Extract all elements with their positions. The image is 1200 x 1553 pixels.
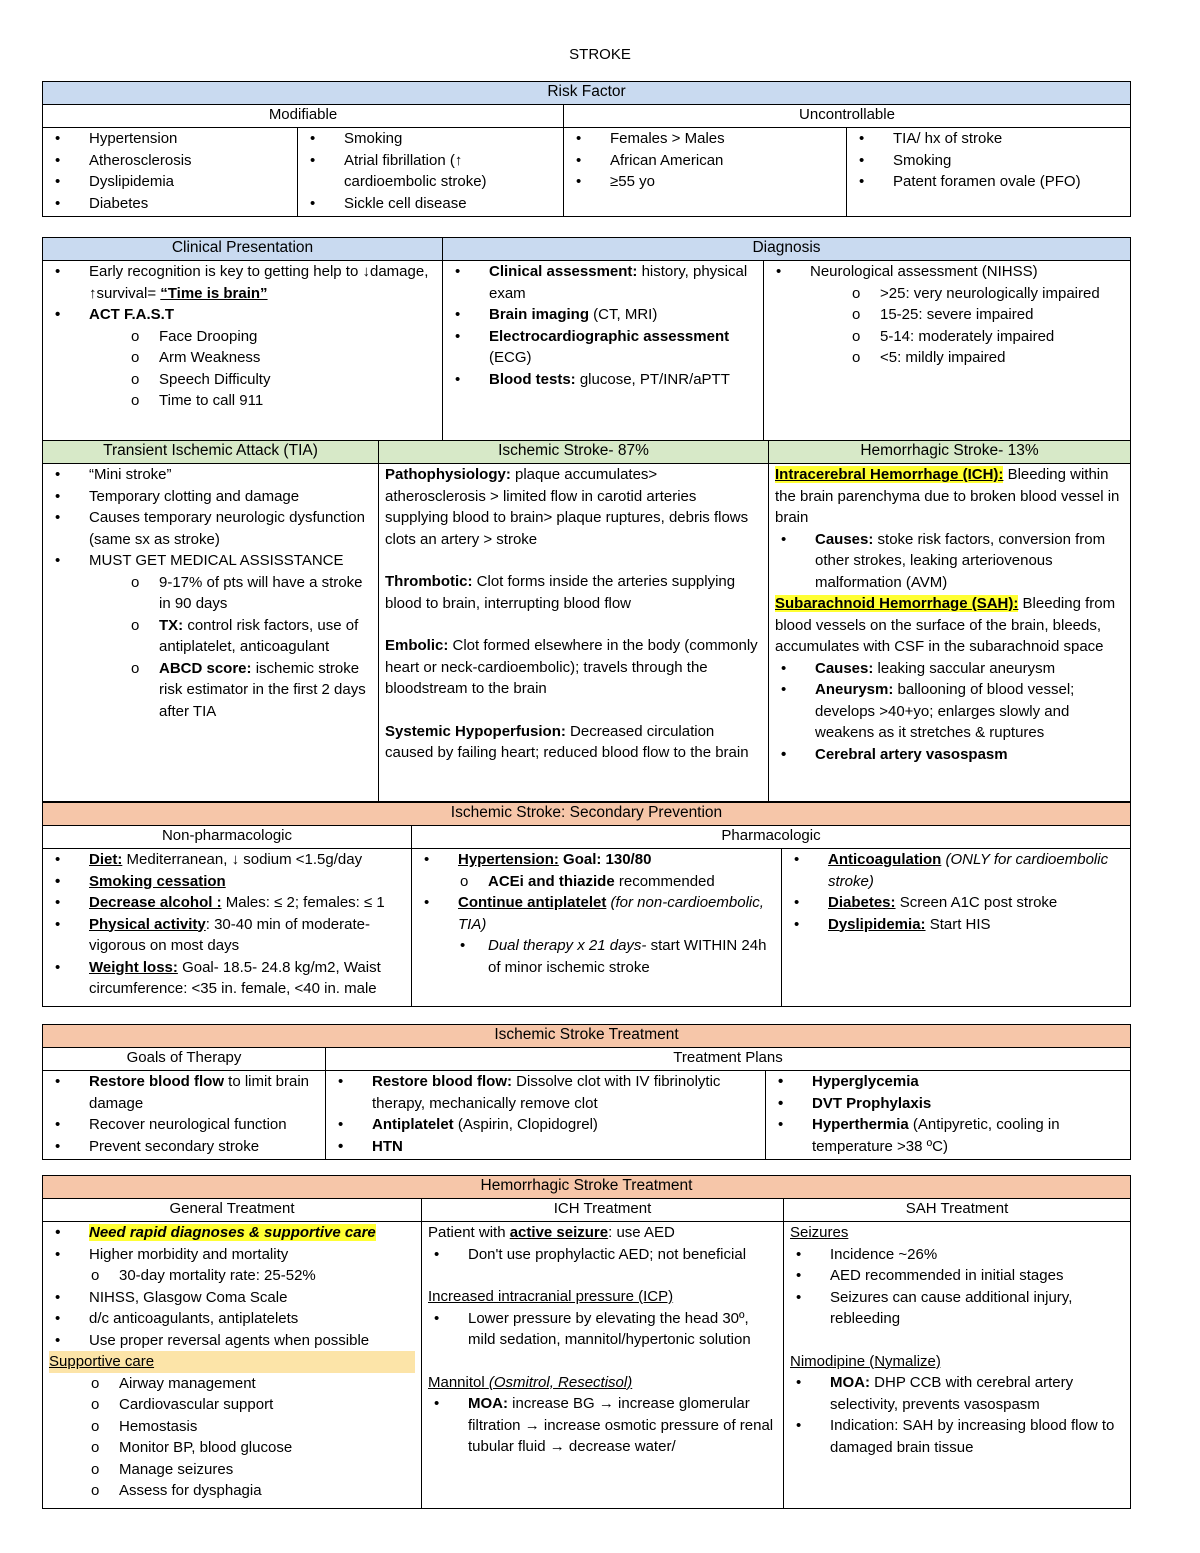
item-label: Brain imaging [489, 306, 590, 323]
list-item: o Hemostasis [49, 1416, 415, 1438]
ich-heading: Intracerebral Hemorrhage (ICH): [775, 466, 1004, 483]
item-label: Physical activity [89, 915, 206, 933]
general-list [49, 1222, 415, 1351]
list-item: • AED recommended in initial stages [790, 1265, 1124, 1287]
clinical-presentation-header: Clinical Presentation [43, 238, 443, 261]
plans-list-1 [332, 1071, 759, 1157]
list-item: • Hyperglycemia [772, 1071, 1124, 1093]
item-text: start WITHIN 24h of minor ischemic stroke [488, 937, 767, 976]
item-text: Clot formed elsewhere in the body (commonly heart or neck-cardioembolic); travels through the bloodstream to the brain [385, 637, 758, 697]
nihss-item: • Neurological assessment (NIHSS) [770, 261, 1124, 283]
list-item [49, 914, 405, 957]
nimodipine-heading: Nimodipine (Nymalize) [790, 1352, 941, 1370]
item-label: ABCD score: [159, 659, 252, 677]
item-text: Dissolve clot with IV fibrinolytic therapy, mechanically remove clot [372, 1073, 721, 1112]
active-seizure-para [428, 1222, 777, 1244]
list-item: • Smoking [304, 128, 557, 150]
seizures-heading: Seizures [790, 1224, 849, 1241]
item-text: (Osmitrol, Resectisol) [488, 1373, 633, 1391]
secondary-prevention-header: Ischemic Stroke: Secondary Prevention [43, 803, 1131, 826]
list-item [418, 849, 775, 871]
item-label: active seizure [509, 1224, 609, 1241]
item-label: Weight loss: [89, 958, 178, 976]
pharm-list-1 [418, 849, 775, 978]
pathophysiology-para [385, 464, 762, 550]
list-item: o 30-day mortality rate: 25-52% [49, 1265, 415, 1287]
item-text: glucose, PT/INR/aPTT [575, 370, 730, 388]
item-label: Dyslipidemia: [828, 915, 926, 933]
tia-list [49, 464, 372, 722]
item-text: control risk factors, use of antiplatelet, anticoagulant [159, 616, 359, 655]
item-label: Diabetes: [828, 894, 896, 911]
item-label: Anticoagulation [828, 851, 942, 868]
list-item: • Use proper reversal agents when possible [49, 1330, 415, 1352]
item-label: Restore blood flow [89, 1073, 224, 1090]
list-item: • Indication: SAH by increasing blood flow to damaged brain tissue [790, 1415, 1124, 1458]
embolic-para [385, 635, 762, 700]
clinical-list [49, 261, 436, 412]
list-item [49, 615, 372, 658]
list-item [788, 914, 1124, 936]
tia-header: Transient Ischemic Attack (TIA) [43, 441, 379, 464]
list-item [788, 892, 1124, 914]
hemorrhagic-header: Hemorrhagic Stroke- 13% [769, 441, 1131, 464]
item-label: Clinical assessment: [489, 263, 638, 280]
hemorrhagic-treatment-table [42, 1175, 1131, 1509]
list-item [332, 1114, 759, 1136]
item-label: TX: [159, 616, 184, 634]
ischemic-treatment-header: Ischemic Stroke Treatment [43, 1025, 1131, 1048]
item-text: leaking saccular aneurysm [873, 659, 1056, 677]
list-item: • Cerebral artery vasospasm [775, 744, 1124, 766]
item-text: (Antipyretic, cooling in temperature >38 ºC) [812, 1116, 1060, 1155]
item-text: (ONLY for cardioembolic stroke) [828, 851, 1109, 890]
item-text: Screen A1C post stroke [895, 894, 1058, 911]
list-item [790, 1372, 1124, 1415]
item-text: ballooning of blood vessel; develops >40+yo; enlarges slowly and weakens as it stretches & ruptures [815, 681, 1075, 741]
item-label: MOA: [830, 1374, 870, 1391]
list-item [332, 1071, 759, 1114]
item-label: Hypertension: [458, 851, 559, 868]
list-item: o Assess for dysphagia [49, 1480, 415, 1502]
ich-para [775, 464, 1124, 529]
item-text: Males: ≤ 2; females: ≤ 1 [221, 894, 385, 911]
list-item: o Face Drooping [49, 326, 436, 348]
sah-para [775, 593, 1124, 658]
item-label: Aneurysm: [815, 681, 894, 698]
item-text: Patient with [428, 1224, 510, 1241]
item-label: Electrocardiographic assessment [489, 327, 730, 345]
item-text: to limit brain damage [89, 1073, 310, 1112]
item-text: (for non-cardioembolic, TIA) [458, 894, 764, 933]
item-label: Causes: [815, 530, 874, 548]
item-text: (CT, MRI) [589, 306, 658, 323]
item-text: (Aspirin, Clopidogrel) [453, 1116, 598, 1133]
time-is-brain-text: “Time is brain” [160, 284, 268, 302]
uncontrollable-list-1 [570, 128, 840, 193]
list-item: o Airway management [49, 1373, 415, 1395]
list-item: • Causes temporary neurologic dysfunction (same sx as stroke) [49, 507, 372, 550]
goals-header: Goals of Therapy [43, 1048, 326, 1071]
list-item: o Cardiovascular support [49, 1394, 415, 1416]
item-label: Restore blood flow: [372, 1073, 512, 1090]
item-text: plaque accumulates> atherosclerosis > limited flow in carotid arteries supplying blood to brain> plaque ruptures, debris flows clots an artery > stroke [385, 466, 749, 548]
item-text: Bleeding from blood vessels on the surface of the brain, bleeds, accumulates with CSF in the subarachnoid space [775, 595, 1116, 655]
list-item: • DVT Prophylaxis [772, 1093, 1124, 1115]
item-label: Blood tests: [489, 370, 576, 388]
list-item [49, 658, 372, 723]
list-item: o Arm Weakness [49, 347, 436, 369]
item-text: Goal: 130/80 [558, 851, 652, 868]
modifiable-header: Modifiable [43, 105, 564, 128]
list-item [788, 849, 1124, 892]
list-item: • Don't use prophylactic AED; not beneficial [428, 1244, 777, 1266]
item-text: : use AED [608, 1224, 675, 1241]
item-text: Mediterranean, ↓ sodium <1.5g/day [122, 851, 363, 868]
secondary-prevention-table [42, 802, 1131, 1007]
item-text: DHP CCB with cerebral artery selectivity, prevents vasospasm [830, 1374, 1074, 1413]
ischemic-treatment-table [42, 1024, 1131, 1160]
list-item: • ≥55 yo [570, 171, 840, 193]
list-item: • Hypertension [49, 128, 291, 150]
mannitol-heading [428, 1372, 777, 1394]
sah-treatment-header: SAH Treatment [784, 1199, 1131, 1222]
pharm-list-2 [788, 849, 1124, 935]
item-label: MOA: [468, 1395, 508, 1412]
list-item: • Seizures can cause additional injury, rebleeding [790, 1287, 1124, 1330]
clinical-diagnosis-table [42, 237, 1131, 445]
list-item [449, 369, 757, 391]
list-item [418, 935, 775, 978]
ich-treatment-header: ICH Treatment [422, 1199, 784, 1222]
list-item [418, 871, 775, 893]
nonpharm-list [49, 849, 405, 1000]
item-text: Clot forms inside the arteries supplying blood to brain, interrupting blood flow [385, 573, 736, 612]
item-label: Diet: [89, 851, 123, 868]
stroke-types-table [42, 440, 1131, 802]
item-text: ischemic stroke risk estimator in the first 2 days after TIA [159, 659, 366, 720]
list-item: • Recover neurological function [49, 1114, 319, 1136]
list-item: o 9-17% of pts will have a stroke in 90 days [49, 572, 372, 615]
item-text: history, physical exam [489, 263, 748, 302]
list-item: • Smoking cessation [49, 871, 405, 893]
supportive-list [49, 1373, 415, 1502]
risk-factor-header: Risk Factor [43, 82, 1131, 105]
item-label: Dual therapy x 21 days- [488, 937, 647, 954]
early-recognition-text: Early recognition is key to getting help to ↓damage, ↑survival= [89, 263, 429, 302]
list-item: • Higher morbidity and mortality [49, 1244, 415, 1266]
list-item [775, 679, 1124, 744]
list-item [449, 304, 757, 326]
list-item: • Females > Males [570, 128, 840, 150]
list-item [428, 1393, 777, 1458]
list-item: • Dyslipidemia [49, 171, 291, 193]
list-item [49, 1222, 415, 1244]
act-fast-item: • ACT F.A.S.T [49, 304, 436, 326]
list-item [775, 658, 1124, 680]
list-item [449, 261, 757, 304]
general-header: General Treatment [43, 1199, 422, 1222]
list-item: • NIHSS, Glasgow Coma Scale [49, 1287, 415, 1309]
list-item: • Patent foramen ovale (PFO) [853, 171, 1124, 193]
list-item [49, 957, 405, 1000]
thrombotic-para [385, 571, 762, 614]
list-item: • TIA/ hx of stroke [853, 128, 1124, 150]
item-label: Continue antiplatelet [458, 894, 607, 911]
modifiable-list-2 [304, 128, 557, 214]
list-item: o Time to call 911 [49, 390, 436, 412]
hypoperfusion-para [385, 721, 762, 764]
list-item [49, 1071, 319, 1114]
list-item [49, 261, 436, 304]
item-text: Start HIS [925, 915, 991, 933]
list-item: • Lower pressure by elevating the head 30º, mild sedation, mannitol/hypertonic solution [428, 1308, 777, 1351]
list-item: • Atrial fibrillation (↑ cardioembolic stroke) [304, 150, 557, 193]
icp-heading: Increased intracranial pressure (ICP) [428, 1288, 674, 1305]
uncontrollable-header: Uncontrollable [564, 105, 1131, 128]
item-text: Goal- 18.5- 24.8 kg/m2, Waist circumference: <35 in. female, <40 in. male [89, 958, 381, 997]
diagnosis-header: Diagnosis [443, 238, 1131, 261]
item-text: Bleeding within the brain parenchyma due to broken blood vessel in brain [775, 466, 1120, 526]
list-item: • Temporary clotting and damage [49, 486, 372, 508]
list-item [772, 1114, 1124, 1157]
item-label: Pathophysiology: [385, 466, 511, 483]
list-item: o <5: mildly impaired [770, 347, 1124, 369]
sah-heading: Subarachnoid Hemorrhage (SAH): [775, 595, 1019, 612]
diagnosis-list [449, 261, 757, 390]
plans-list-2 [772, 1071, 1124, 1157]
list-item: • Prevent secondary stroke [49, 1136, 319, 1158]
item-label: Embolic: [385, 637, 449, 654]
modifiable-list-1 [49, 128, 291, 214]
nonpharm-header: Non-pharmacologic [43, 826, 412, 849]
list-item: o Speech Difficulty [49, 369, 436, 391]
list-item [449, 326, 757, 369]
item-text: Decreased circulation caused by failing heart; reduced blood flow to the brain [385, 722, 749, 761]
item-text: recommended [614, 872, 715, 890]
item-label: Hyperthermia [812, 1116, 909, 1133]
pharm-header: Pharmacologic [412, 826, 1131, 849]
page-title: STROKE [569, 46, 631, 63]
list-item: • African American [570, 150, 840, 172]
item-label: ACEi and thiazide [488, 872, 615, 890]
goals-list [49, 1071, 319, 1157]
item-text: Need rapid diagnoses & supportive care [89, 1224, 376, 1241]
item-text: Mannitol [428, 1373, 489, 1391]
nihss-list [770, 261, 1124, 369]
list-item: • Atherosclerosis [49, 150, 291, 172]
list-item: o Manage seizures [49, 1459, 415, 1481]
hemorrhagic-treatment-header: Hemorrhagic Stroke Treatment [43, 1176, 1131, 1199]
risk-factor-table [42, 81, 1131, 217]
supportive-care-heading: Supportive care [49, 1351, 415, 1373]
item-text: stoke risk factors, conversion from other strokes, leaking arteriovenous malformation (AVM) [815, 530, 1106, 591]
item-label: Systemic Hypoperfusion: [385, 722, 566, 740]
list-item: • Diabetes [49, 193, 291, 215]
item-label: Antiplatelet [372, 1116, 454, 1133]
item-label: Causes: [815, 659, 874, 677]
list-item: • Sickle cell disease [304, 193, 557, 215]
ischemic-header: Ischemic Stroke- 87% [379, 441, 769, 464]
list-item: • Smoking [853, 150, 1124, 172]
item-text: : 30-40 min of moderate-vigorous on most days [89, 915, 370, 954]
item-text: (ECG) [489, 349, 532, 366]
item-label: Thrombotic: [385, 573, 473, 590]
list-item [49, 892, 405, 914]
list-item [775, 529, 1124, 594]
plans-header: Treatment Plans [326, 1048, 1131, 1071]
list-item [418, 892, 775, 935]
item-label: Decrease alcohol : [89, 894, 222, 911]
list-item: • Incidence ~26% [790, 1244, 1124, 1266]
list-item: • “Mini stroke” [49, 464, 372, 486]
list-item: • HTN [332, 1136, 759, 1158]
list-item: o Monitor BP, blood glucose [49, 1437, 415, 1459]
list-item: • MUST GET MEDICAL ASSISSTANCE [49, 550, 372, 572]
list-item: o >25: very neurologically impaired [770, 283, 1124, 305]
list-item: o 5-14: moderately impaired [770, 326, 1124, 348]
list-item [49, 849, 405, 871]
uncontrollable-list-2 [853, 128, 1124, 193]
list-item: • d/c anticoagulants, antiplatelets [49, 1308, 415, 1330]
list-item: o 15-25: severe impaired [770, 304, 1124, 326]
item-text: increase BG → increase glomerular filtration → increase osmotic pressure of renal tubular fluid → decrease water/ [468, 1395, 774, 1455]
